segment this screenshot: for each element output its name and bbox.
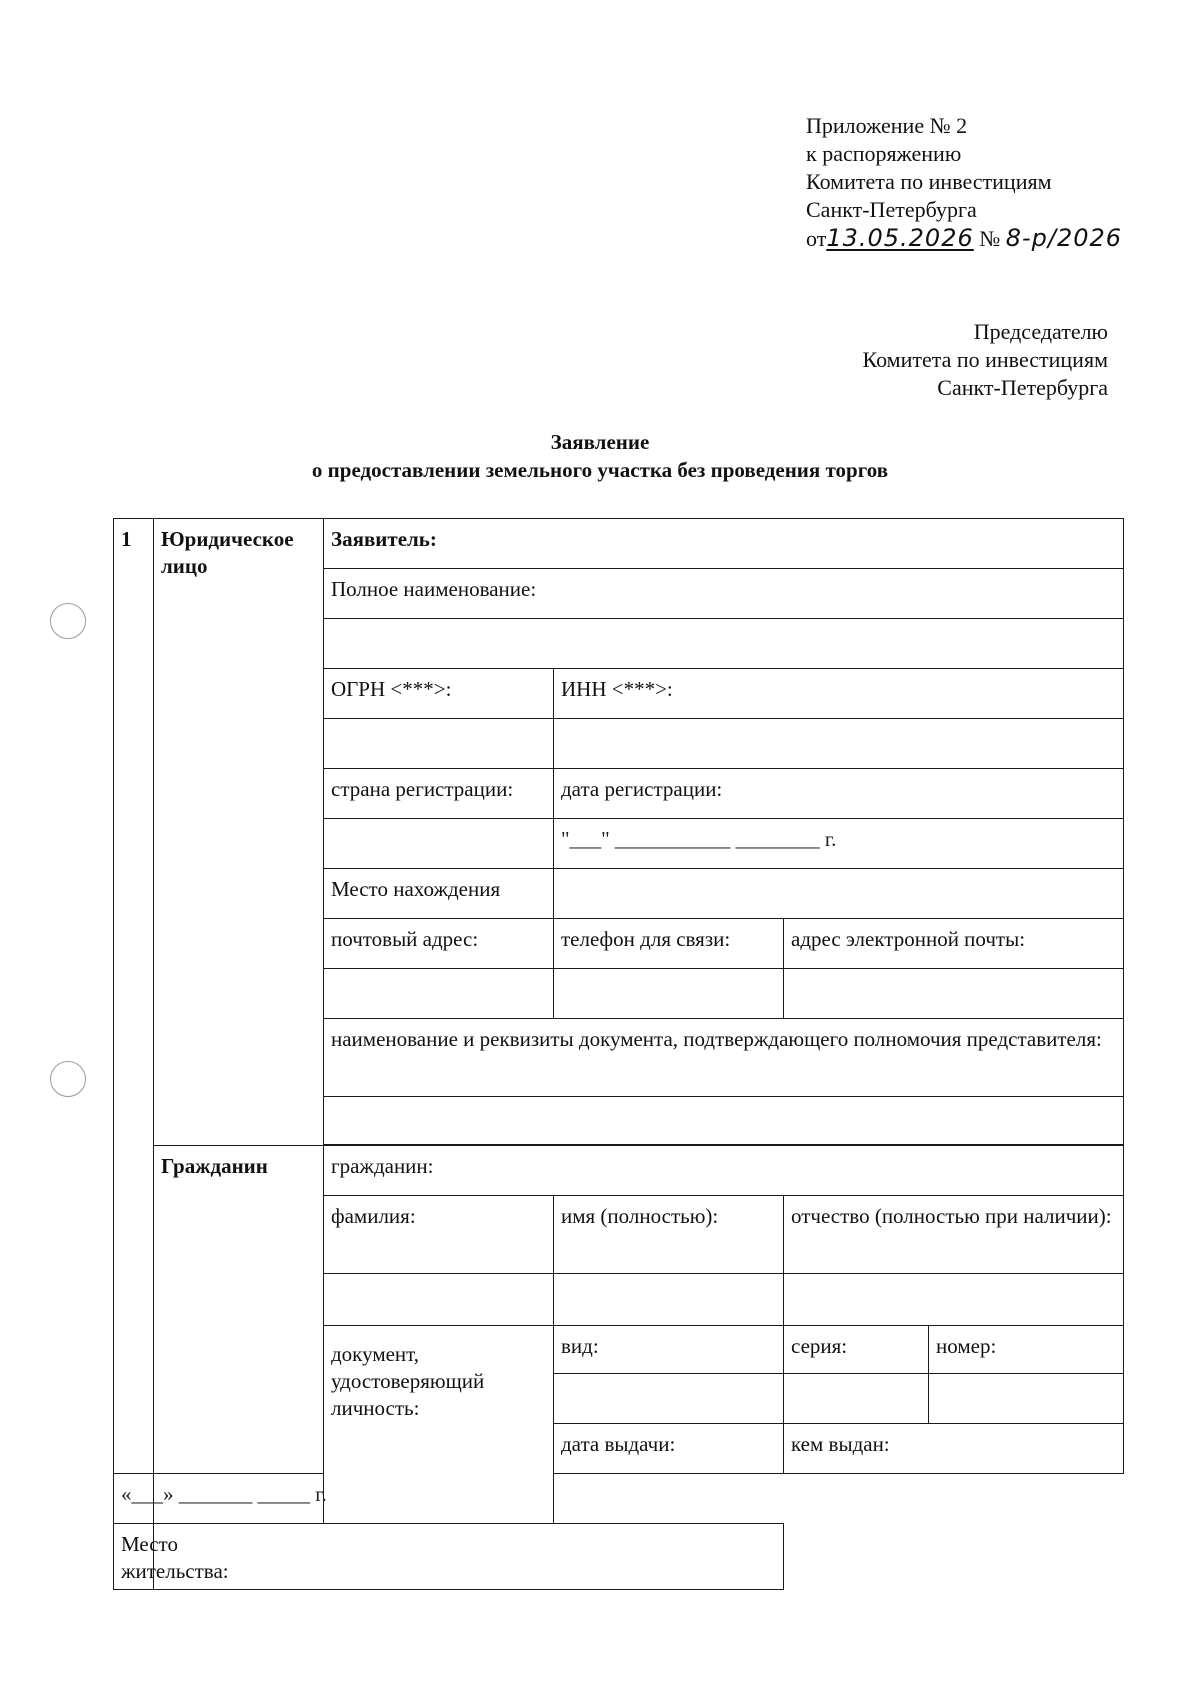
appendix-line-1: Приложение № 2 <box>806 113 968 138</box>
postal-address-label: почтовый адрес: <box>324 919 554 969</box>
phone-field[interactable] <box>554 969 784 1019</box>
reg-country-field[interactable] <box>324 819 554 869</box>
addressee-line-2: Комитета по инвестициям <box>862 347 1108 372</box>
issue-date-blank: «___» _______ _____ г. <box>121 1482 327 1506</box>
appendix-line-3: Комитета по инвестициям <box>806 169 1052 194</box>
addressee-block <box>862 318 1108 402</box>
title-line-1: Заявление <box>550 430 650 454</box>
title-line-2: о предоставлении земельного участка без проведения торгов <box>311 458 889 482</box>
handwritten-date: 13.05.2026 <box>826 224 974 252</box>
doc-series-label: серия: <box>784 1326 929 1374</box>
phone-label: телефон для связи: <box>554 919 784 969</box>
application-form-table <box>113 518 1124 1590</box>
doc-kind-label: вид: <box>554 1326 784 1374</box>
reg-date-field[interactable] <box>554 819 1124 869</box>
appendix-line-4: Санкт-Петербурга <box>806 197 977 222</box>
postal-address-field[interactable] <box>324 969 554 1019</box>
patronymic-label: отчество (полностью при наличии): <box>784 1196 1124 1274</box>
authority-doc-field[interactable] <box>324 1097 1124 1145</box>
full-name-field[interactable] <box>324 619 1124 669</box>
ogrn-label: ОГРН <***>: <box>324 669 554 719</box>
doc-kind-field[interactable] <box>554 1374 784 1424</box>
citizen-sub-label: гражданин: <box>324 1146 1124 1196</box>
authority-doc-label: наименование и реквизиты документа, подтверждающего полномочия представителя: <box>324 1019 1124 1097</box>
residence-label: Место жительства: <box>114 1524 154 1590</box>
doc-number-label: номер: <box>929 1326 1124 1374</box>
inn-field[interactable] <box>554 719 1124 769</box>
residence-field[interactable] <box>154 1524 784 1590</box>
surname-label: фамилия: <box>324 1196 554 1274</box>
citizen-label: Гражданин <box>154 1146 324 1474</box>
number-sign: № <box>979 226 1001 251</box>
ogrn-field[interactable] <box>324 719 554 769</box>
issue-date-label: дата выдачи: <box>554 1424 784 1474</box>
doc-series-field[interactable] <box>784 1374 929 1424</box>
name-field[interactable] <box>554 1274 784 1326</box>
handwritten-number: 8-р/2026 <box>1005 224 1123 252</box>
document-title <box>0 428 1200 484</box>
reg-date-blank: "___" ___________ ________ г. <box>561 827 837 851</box>
issue-date-field[interactable] <box>114 1474 327 1524</box>
addressee-line-1: Председателю <box>973 319 1108 344</box>
surname-field[interactable] <box>324 1274 554 1326</box>
doc-number-field[interactable] <box>929 1374 1124 1424</box>
appendix-line-2: к распоряжению <box>806 141 962 166</box>
id-doc-label-text: документ, удостоверяющий личность: <box>331 1342 485 1420</box>
location-field[interactable] <box>554 869 1124 919</box>
applicant-label: Заявитель: <box>324 519 1124 569</box>
full-name-label: Полное наименование: <box>324 569 1124 619</box>
row-number-cell: 1 <box>114 519 154 1474</box>
binder-hole-mark <box>50 1061 86 1097</box>
appendix-date-line <box>806 224 1122 253</box>
issued-by-label: кем выдан: <box>784 1424 1124 1474</box>
email-label: адрес электронной почты: <box>784 919 1124 969</box>
date-prefix: от <box>806 226 827 251</box>
addressee-line-3: Санкт-Петербурга <box>937 375 1108 400</box>
email-field[interactable] <box>784 969 1124 1019</box>
binder-hole-mark <box>50 603 86 639</box>
reg-country-label: страна регистрации: <box>324 769 554 819</box>
appendix-header <box>806 112 1122 253</box>
name-label: имя (полностью): <box>554 1196 784 1274</box>
inn-label: ИНН <***>: <box>554 669 1124 719</box>
location-label: Место нахождения <box>324 869 554 919</box>
reg-date-label: дата регистрации: <box>554 769 1124 819</box>
legal-entity-label: Юридическое лицо <box>154 519 324 1146</box>
patronymic-field[interactable] <box>784 1274 1124 1326</box>
